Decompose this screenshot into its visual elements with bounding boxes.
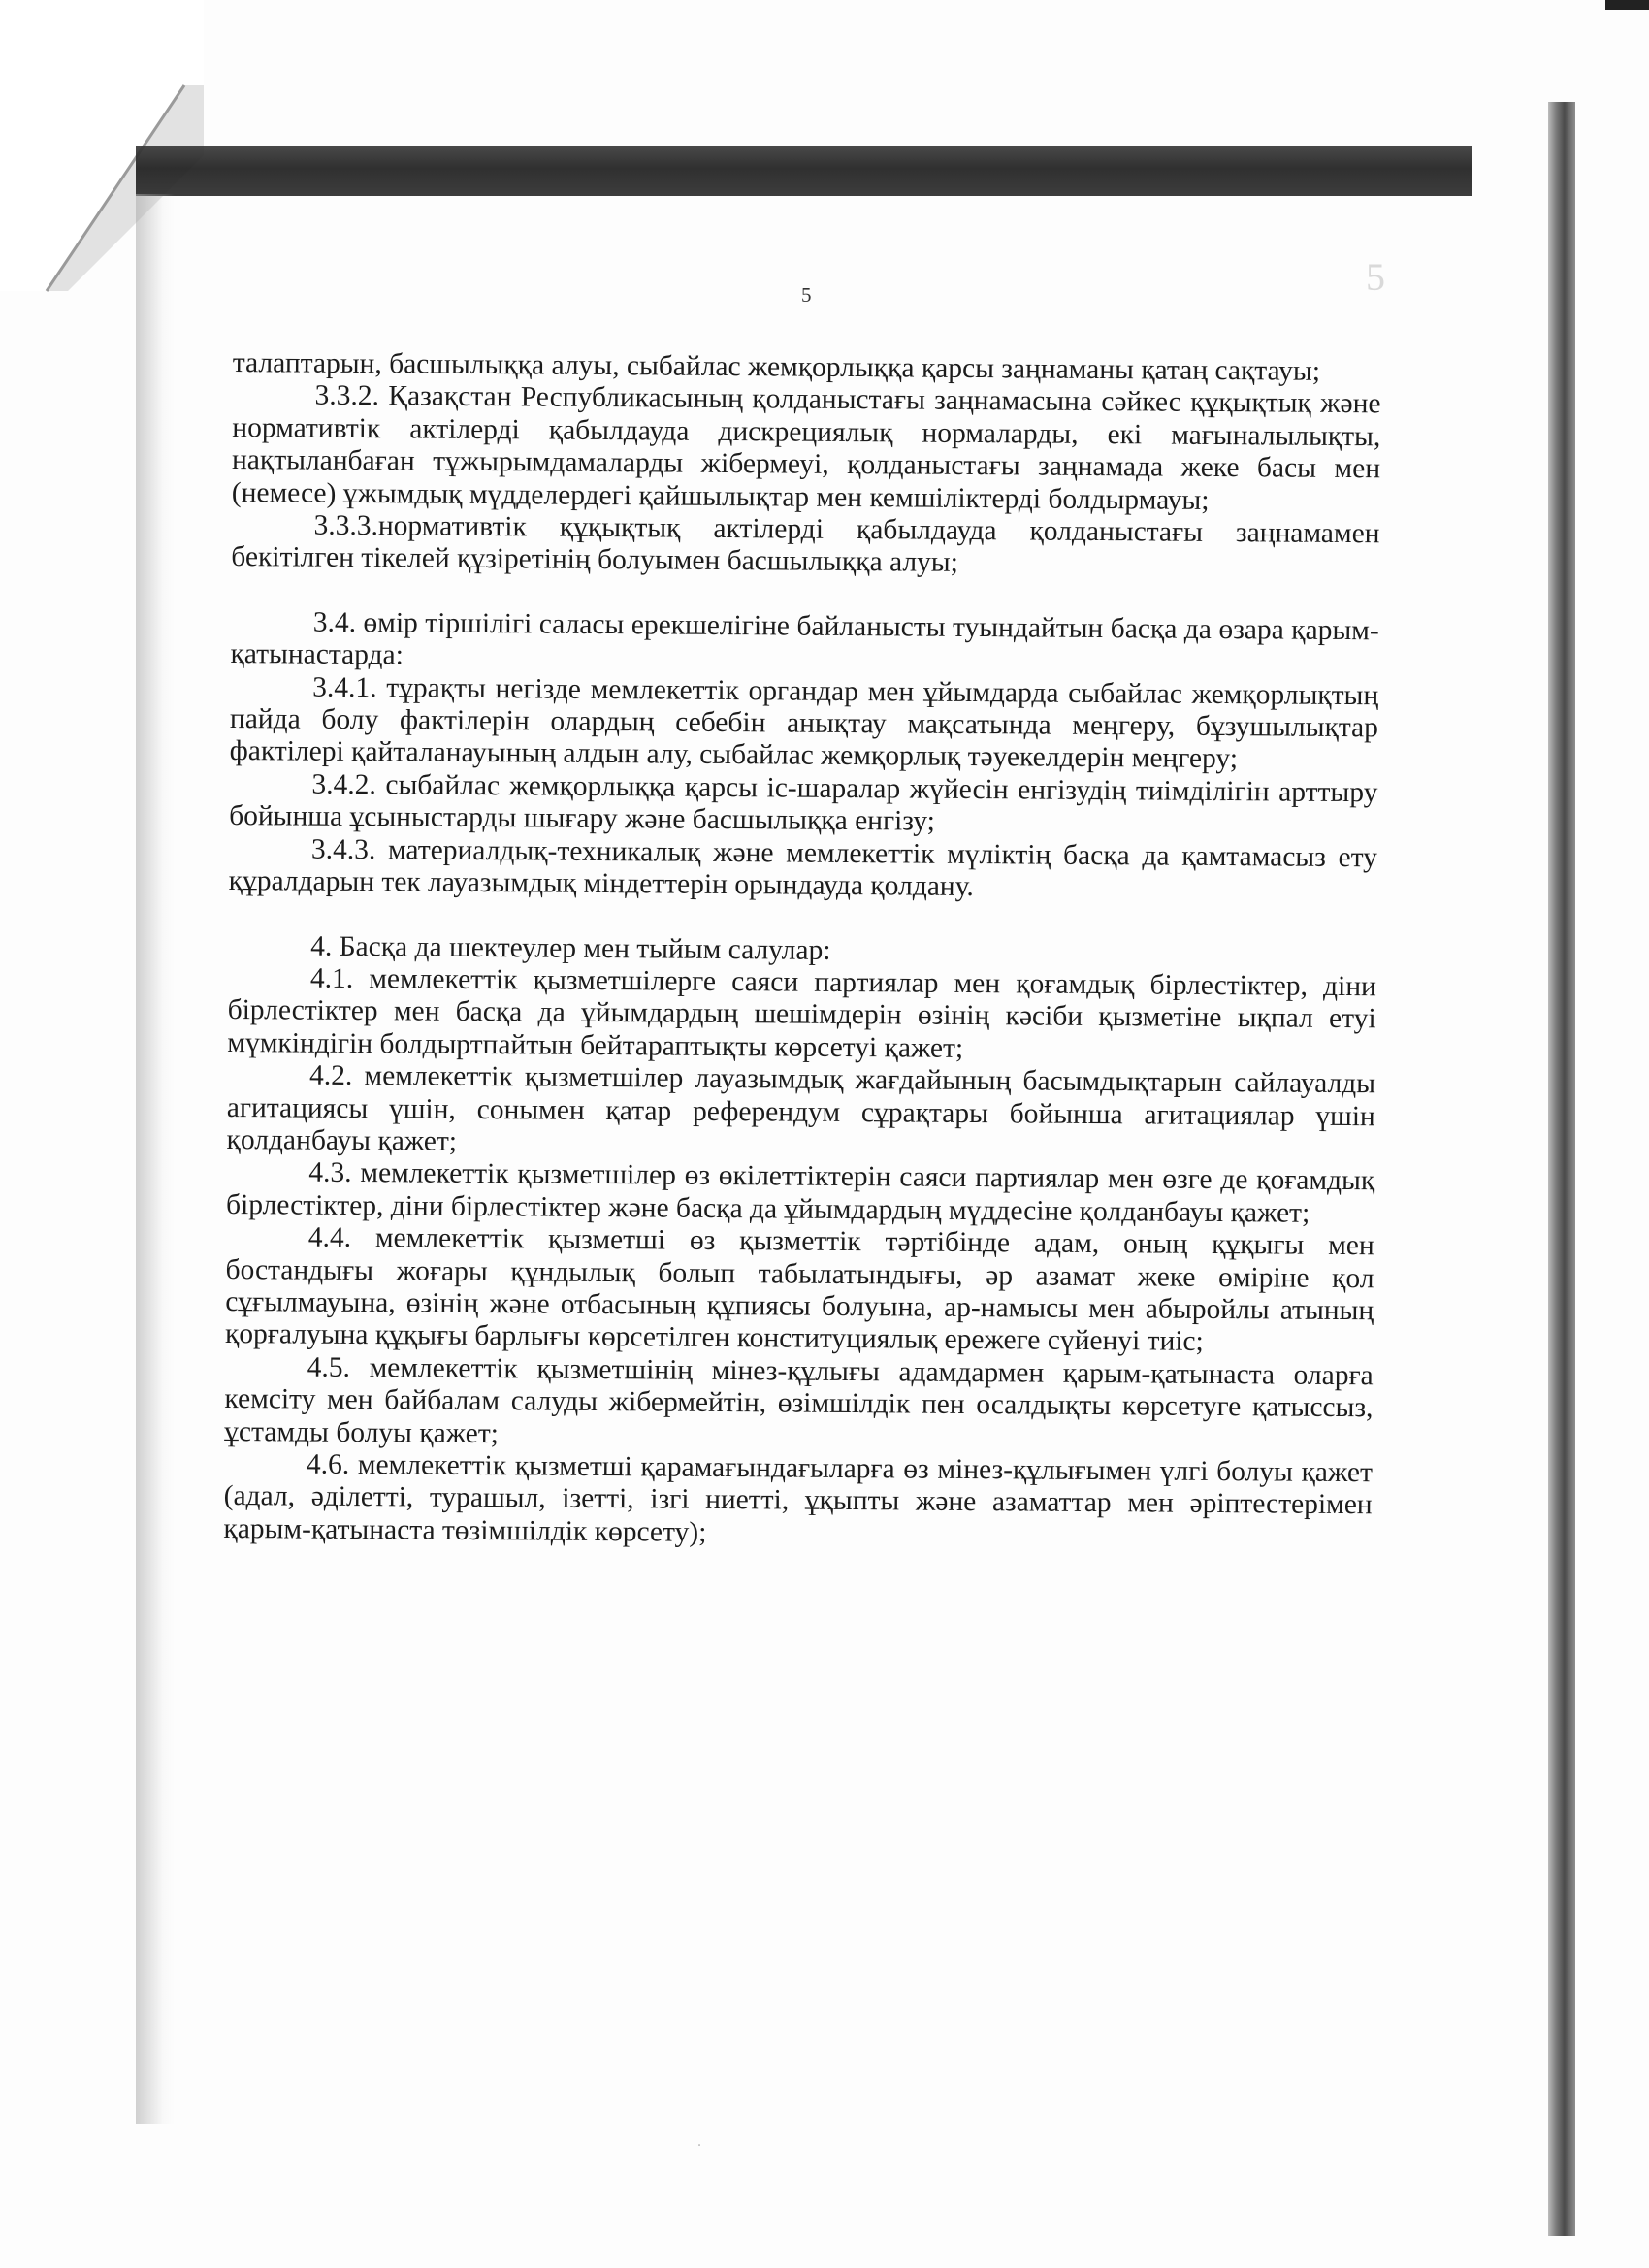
scan-right-edge	[1548, 102, 1575, 2236]
paragraph: 4.5. мемлекеттік қызметшінің мінез-құлығы адамдармен қарым-қатынаста оларға кемсіту мен байбалам салуды жібермейтін, өзімшілдік пен осалдықты көрсетуге қатыссыз, ұстамды болуы қажет;	[224, 1351, 1374, 1449]
paragraph: 4.4. мемлекеттік қызметші өз қызметтік тәртібінде адам, оның құқығы мен бостандығы жоғары құндылық болып табылатындығы, әр азамат жеке өміріне қол сұғылмауына, өзінің және отбасының құпиясы болуына, ар-намысы мен абыройлы атының қорғалуына құқығы барлығы көрсетілген конституциялық ережеге сүйенуі тиіс;	[224, 1221, 1374, 1358]
scan-left-shadow	[136, 194, 175, 2124]
paragraph: 4.2. мемлекеттік қызметшілер лауазымдық жағдайының басымдықтарын сайлауалды агитациясы үшін, сонымен қатар референдум сұрақтары бойынша агитациялар үшін қолданбауы қажет;	[226, 1059, 1376, 1157]
paragraph: 3.4.2. сыбайлас жемқорлыққа қарсы іс-шаралар жүйесін енгізудің тиімділігін арттыру бойынша ұсыныстарды шығару және басшылыққа енгізу;	[229, 768, 1378, 837]
scan-top-dark-bar	[136, 146, 1472, 196]
page-number: 5	[801, 283, 812, 307]
faint-page-mark: 5	[1366, 255, 1385, 299]
paragraph: 4.1. мемлекеттік қызметшілерге саяси партиялар мен қоғамдық бірлестіктер, діни бірлестіктер мен басқа да ұйымдардың шешімдерін өзінің кәсіби қызметіне ықпал етуі мүмкіндігін болдыртпайтын бейтараптықты көрсетуі қажет;	[227, 962, 1376, 1064]
paragraph: 4.6. мемлекеттік қызметші қарамағындағыларға өз мінез-құлығымен үлгі болуы қажет (адал, әділетті, турашыл, ізетті, ізгі ниетті, ұқыпты және азаматтар мен әріптестерімен қарым-қатынаста төзімшілдік көрсету);	[223, 1448, 1374, 1548]
section-heading: 4. Басқа да шектеулер мен тыйым салулар:	[310, 930, 831, 966]
scan-speck: ˙	[696, 2140, 702, 2159]
body-text	[223, 347, 1381, 1554]
paragraph: 3.3.3.нормативтік құқықтық актілерді қабылдауда қолданыстағы заңнамамен бекітілген тікелей құзіретінің болуымен басшылыққа алуы;	[231, 509, 1380, 579]
scan-corner-mark	[1605, 0, 1649, 10]
paragraph: 3.4.3. материалдық-техникалық және мемлекеттік мүліктің басқа да қамтамасыз ету құралдарын тек лауазымдық міндеттерін орындауда қолдану.	[228, 833, 1378, 903]
paragraph: 4.3. мемлекеттік қызметшілер өз өкілеттіктерін саяси партиялар мен өзге де қоғамдық бірлестіктер, діни бірлестіктер және басқа да ұйымдардың мүддесіне қолданбауы қажет;	[225, 1156, 1375, 1229]
section-heading: 3.4. өмір тіршілігі саласы ерекшелігіне байланысты туындайтын басқа да өзара қарым-қатынастарда:	[230, 606, 1379, 671]
paragraph: талаптарын, басшылыққа алуы, сыбайлас жемқорлыққа қарсы заңнаманы қатаң сақтауы;	[232, 347, 1321, 387]
paragraph: 3.4.1. тұрақты негізде мемлекеттік органдар мен ұйымдарда сыбайлас жемқорлықтың пайда болу фактілерін олардың себебін анықтау мақсатында меңгеру, бұзушылықтар фактілері қайталанауының алдын алу, сыбайлас жемқорлық тәуекелдерін меңгеру;	[229, 671, 1379, 775]
paragraph: 3.3.2. Қазақстан Республикасының қолданыстағы заңнамасына сәйкес құқықтық және нормативтік актілерді қабылдауда дискрециялық нормаларды, екі мағыналылықты, нақтыланбаған тұжырымдамаларды жібермеуі, қолданыстағы заңнамада жеке басы мен (немесе) ұжымдық мүдделердегі қайшылықтар мен кемшіліктерді болдырмауы;	[231, 380, 1381, 516]
